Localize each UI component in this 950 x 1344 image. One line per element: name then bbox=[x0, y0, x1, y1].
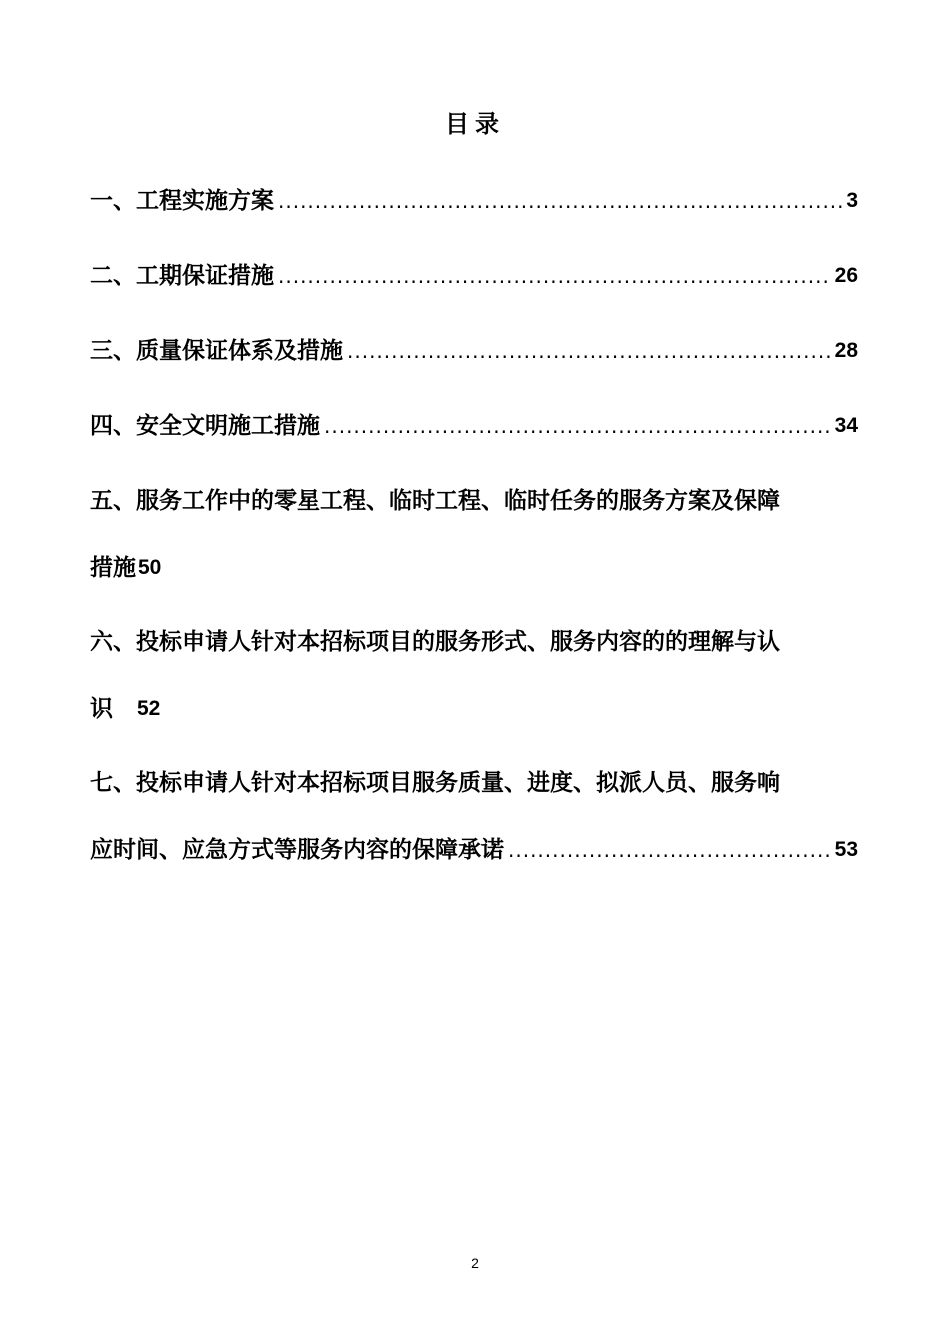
toc-entry-7-line-2[interactable] bbox=[90, 832, 858, 868]
toc-page-number: 3 bbox=[846, 189, 858, 212]
toc-entry-3[interactable] bbox=[90, 333, 858, 369]
toc-entry-text: 三、质量保证体系及措施 bbox=[90, 338, 343, 364]
toc-entry-5-line-2[interactable] bbox=[90, 550, 858, 586]
toc-page-number: 28 bbox=[834, 339, 858, 362]
toc-page-number: 50 bbox=[138, 556, 162, 579]
toc-page-number: 52 bbox=[137, 697, 161, 720]
toc-dot-leader bbox=[278, 183, 842, 219]
toc-entry-text: 五、服务工作中的零星工程、临时工程、临时任务的服务方案及保障 bbox=[90, 488, 780, 514]
toc-entry-text: 四、安全文明施工措施 bbox=[90, 413, 320, 439]
toc-entry-text: 六、投标申请人针对本招标项目的服务形式、服务内容的的理解与认 bbox=[90, 629, 780, 655]
toc-dot-leader bbox=[324, 408, 831, 444]
toc-entry-6-line-2[interactable] bbox=[90, 691, 858, 727]
toc-title: 目录 bbox=[445, 110, 505, 138]
toc-dot-leader bbox=[347, 333, 831, 369]
toc-entry-1[interactable] bbox=[90, 183, 858, 219]
toc-entry-text: 二、工期保证措施 bbox=[90, 263, 274, 289]
toc-entry-text: 识 bbox=[90, 696, 113, 722]
toc-entry-text: 应时间、应急方式等服务内容的保障承诺 bbox=[90, 837, 504, 863]
toc-page-number: 53 bbox=[834, 838, 858, 861]
toc-page-number: 26 bbox=[834, 264, 858, 287]
toc-entry-7-line-1[interactable] bbox=[90, 765, 858, 801]
toc-entry-2[interactable] bbox=[90, 258, 858, 294]
toc-dot-leader bbox=[508, 832, 831, 868]
footer-page-number: 2 bbox=[471, 1255, 479, 1271]
toc-entry-text: 措施 bbox=[90, 555, 136, 581]
toc-entry-5-line-1[interactable] bbox=[90, 483, 858, 519]
toc-page-number: 34 bbox=[834, 414, 858, 437]
toc-entry-text: 七、投标申请人针对本招标项目服务质量、进度、拟派人员、服务响 bbox=[90, 770, 780, 796]
toc-dot-leader bbox=[278, 258, 831, 294]
toc-entry-text: 一、工程实施方案 bbox=[90, 188, 274, 214]
toc-entry-6-line-1[interactable] bbox=[90, 624, 858, 660]
toc-entry-4[interactable] bbox=[90, 408, 858, 444]
